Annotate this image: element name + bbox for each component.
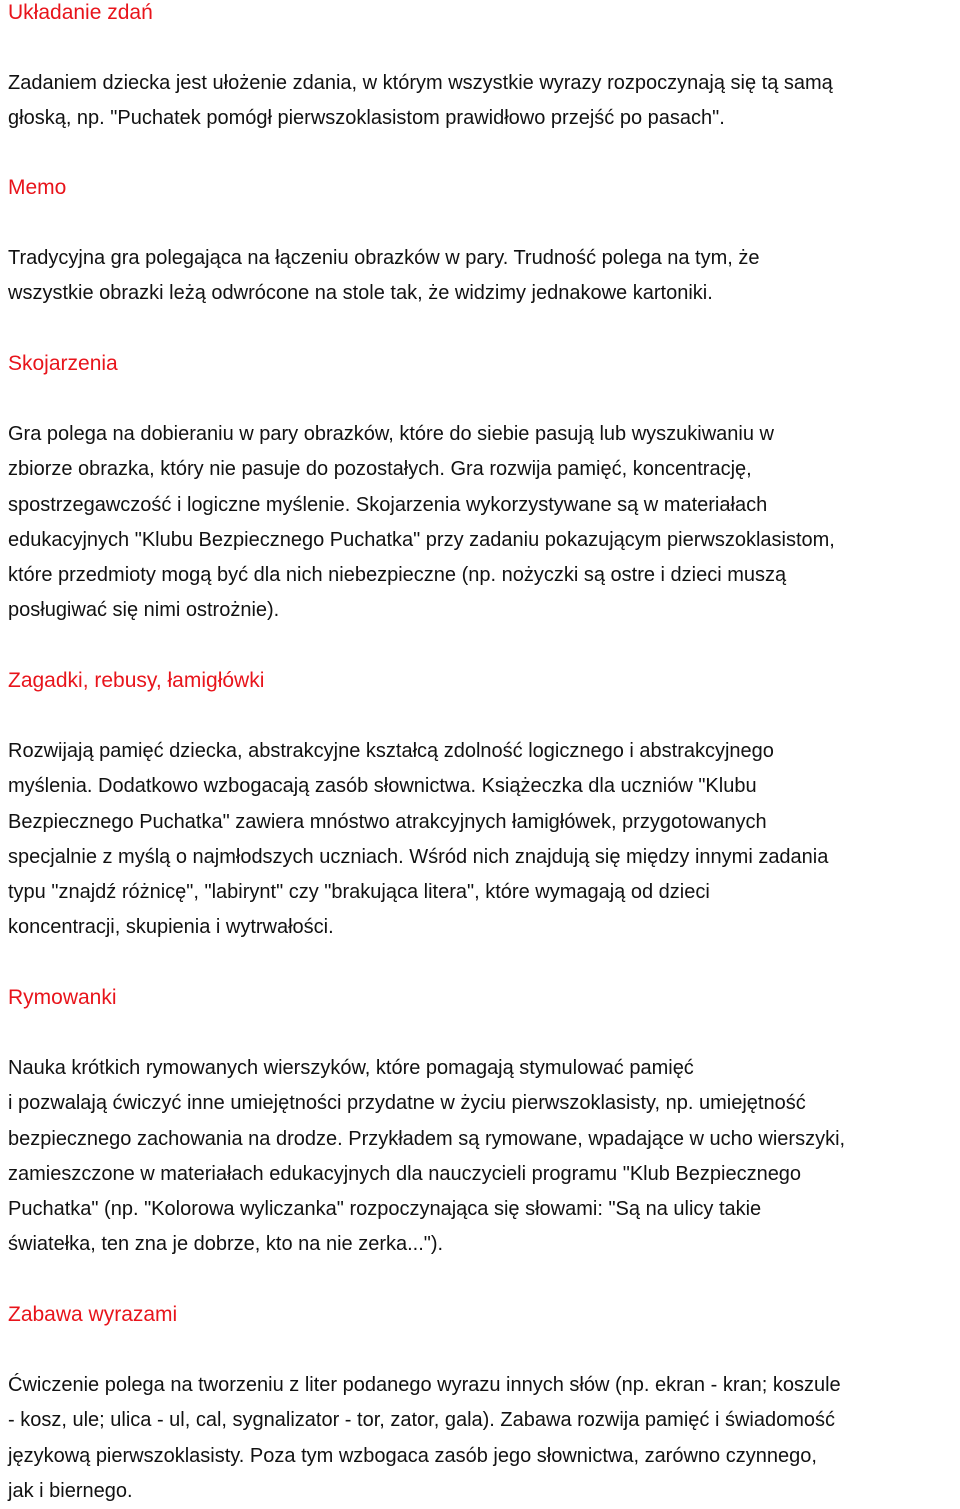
- text-line: światełka, ten zna je dobrze, kto na nie zerka...").: [8, 1233, 444, 1256]
- text-line: i pozwalają ćwiczyć inne umiejętności przydatne w życiu pierwszoklasisty, np. umiejętność: [8, 1092, 806, 1115]
- section-body-ukladanie-zdan: [8, 66, 960, 137]
- text-line: typu "znajdź różnicę", "labirynt" czy "brakująca litera", które wymagają od dzieci: [8, 881, 710, 904]
- text-line: które przedmioty mogą być dla nich niebezpieczne (np. nożyczki są ostre i dzieci muszą: [8, 564, 787, 587]
- section-body-skojarzenia: [8, 417, 960, 629]
- text-line: jak i biernego.: [8, 1479, 133, 1502]
- text-line: bezpiecznego zachowania na drodze. Przykładem są rymowane, wpadające w ucho wierszyki,: [8, 1127, 846, 1150]
- text-line: posługiwać się nimi ostrożnie).: [8, 599, 280, 622]
- section-heading-memo: Memo: [8, 176, 67, 199]
- text-line: - kosz, ule; ulica - ul, cal, sygnalizator - tor, zator, gala). Zabawa rozwija pamięć i świadomość: [8, 1409, 835, 1432]
- section-heading-rymowanki: Rymowanki: [8, 986, 117, 1009]
- text-line: specjalnie z myślą o najmłodszych uczniach. Wśród nich znajdują się między innymi zadania: [8, 845, 829, 868]
- text-line: spostrzegawczość i logiczne myślenie. Skojarzenia wykorzystywane są w materiałach: [8, 493, 768, 516]
- text-line: myślenia. Dodatkowo wzbogacają zasób słownictwa. Książeczka dla uczniów "Klubu: [8, 775, 757, 798]
- section-body-memo: [8, 241, 960, 312]
- text-line: Gra polega na dobieraniu w pary obrazków, które do siebie pasują lub wyszukiwaniu w: [8, 423, 774, 445]
- section-heading-zabawa-wyrazami: Zabawa wyrazami: [8, 1303, 178, 1326]
- text-line: zbiorze obrazka, który nie pasuje do pozostałych. Gra rozwija pamięć, koncentrację,: [8, 458, 752, 481]
- text-line: Tradycyjna gra polegająca na łączeniu obrazków w pary. Trudność polega na tym, że: [8, 247, 760, 269]
- section-body-zagadki: [8, 734, 960, 946]
- section-body-zabawa-wyrazami: [8, 1368, 960, 1509]
- text-line: koncentracji, skupienia i wytrwałości.: [8, 916, 334, 939]
- text-line: zamieszczone w materiałach edukacyjnych dla nauczycieli programu "Klub Bezpiecznego: [8, 1162, 802, 1185]
- section-heading-skojarzenia: Skojarzenia: [8, 352, 118, 375]
- text-line: Nauka krótkich rymowanych wierszyków, które pomagają stymulować pamięć: [8, 1057, 694, 1079]
- section-heading-zagadki: Zagadki, rebusy, łamigłówki: [8, 669, 265, 692]
- text-line: wszystkie obrazki leżą odwrócone na stole tak, że widzimy jednakowe kartoniki.: [8, 282, 713, 305]
- text-line: Bezpiecznego Puchatka" zawiera mnóstwo atrakcyjnych łamigłówek, przygotowanych: [8, 810, 767, 833]
- text-line: edukacyjnych "Klubu Bezpiecznego Puchatka" przy zadaniu pokazującym pierwszoklasistom,: [8, 528, 835, 551]
- text-line: Zadaniem dziecka jest ułożenie zdania, w którym wszystkie wyrazy rozpoczynają się tą samą: [8, 72, 833, 94]
- section-heading-ukladanie-zdan: Układanie zdań: [8, 1, 153, 24]
- text-line: Ćwiczenie polega na tworzeniu z liter podanego wyrazu innych słów (np. ekran - kran; koszule: [8, 1374, 841, 1396]
- section-body-rymowanki: [8, 1051, 960, 1263]
- text-line: językową pierwszoklasisty. Poza tym wzbogaca zasób jego słownictwa, zarówno czynnego,: [8, 1444, 817, 1467]
- text-line: głoską, np. "Puchatek pomógł pierwszoklasistom prawidłowo przejść po pasach".: [8, 107, 725, 130]
- text-line: Puchatka" (np. "Kolorowa wyliczanka" rozpoczynająca się słowami: "Są na ulicy takie: [8, 1198, 762, 1221]
- text-line: Rozwijają pamięć dziecka, abstrakcyjne kształcą zdolność logicznego i abstrakcyjnego: [8, 740, 774, 762]
